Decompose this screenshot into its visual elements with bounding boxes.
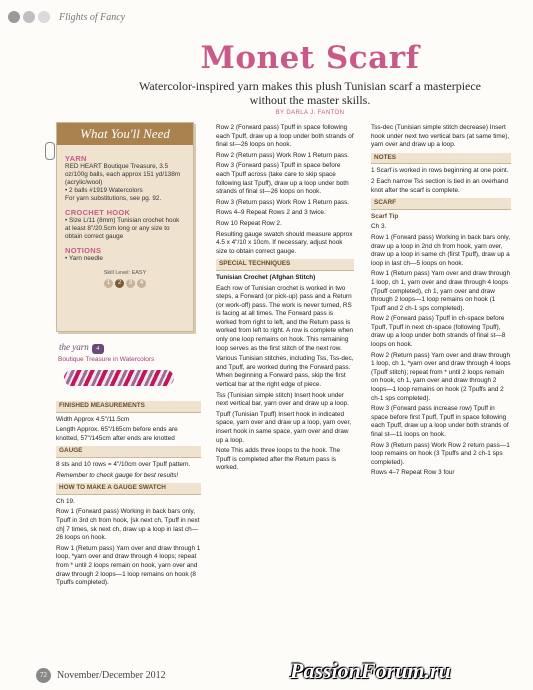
gauge-text: 8 sts and 10 rows = 4"/10cm over Tpuff pattern. [56,460,191,468]
yarn-weight-badge: 4 [92,344,104,354]
c2-p10: Tss (Tunisian simple stitch) Insert hook under next vertical bar, yarn over and draw up a loop. [216,391,349,408]
yarn-text: RED HEART Boutique Treasure, 3.5 oz/100g balls, each approx 151 yd/138m (acrylic/wool) [65,163,181,186]
page-number: 72 [36,668,51,683]
notions-heading: NOTIONS [65,246,102,255]
yarn-sub: For yarn substitutions, see pg. 92. [65,195,162,202]
yarn-name: Boutique Treasure in Watercolors [58,356,155,363]
header-dot-3 [38,11,50,23]
c2-p4: Row 3 (Return pass) Work Row 1 Return pass. [216,198,350,206]
column-3 [371,124,511,480]
swatch-row1: Row 1 (Forward pass) Working in back bars only, Tpuff in 3rd ch from hook, [sk next ch, Tpuff in next ch] 7 times, sk next ch, draw up a loop in last ch—26 loops on hook. [56,508,200,542]
swatch-heading: HOW TO MAKE A GAUGE SWATCH [56,483,201,495]
note-1: 1 Scarf is worked in rows beginning at one point. [371,167,509,175]
skill-dot-1: 1 [104,279,113,288]
c2-p7: Resulting gauge swatch should measure approx 4.5 x 4"/10 x 10cm. If necessary, adjust hook size to obtain correct gauge. [216,230,353,255]
c2-p6: Row 10 Repeat Row 2. [216,219,282,227]
c2-p9: Various Tunisian stitches, including Tss, Tss-dec, and Tpuff, are worked during the Forward pass. When beginning a Forward pass, skip the first vertical bar at the right edge of piece. [216,355,354,389]
length-text: Length Approx. 65"/165cm before ends are knotted, 57"/145cm after ends are knotted [56,426,178,442]
c2-p1: Row 2 (Forward pass) Tpuff in space following each Tpuff, draw up a loop under both strands of final st—26 loops on hook. [216,124,354,149]
skill-dot-2: 2 [115,279,124,288]
notes-heading: NOTES [371,153,511,165]
tunisian-title: Tunisian Crochet (Afghan Stitch) [216,273,316,281]
scarf-heading: SCARF [371,198,511,210]
hook-text: • Size L/11 (8mm) Tunisian crochet hook at least 8"/20.5cm long or any size to obtain correct gauge [65,217,180,240]
skill-dot-4: 4 [137,279,146,288]
c3-q8: Rows 4–7 Repeat Row 3 four [371,469,455,477]
notions-text: • Yarn needle [65,255,103,262]
c2-p11: Tpuff (Tunisian Tpuff) Insert hook in indicated space, yarn over and draw up a loop, yarn over, insert hook in same space, yarn over and draw up a loop. [216,410,351,444]
yarn-heading: YARN [65,154,87,163]
issue-date: November/December 2012 [57,670,166,681]
gauge-note: Remember to check gauge for best results! [56,471,179,479]
skill-label: Skill Level: EASY [103,270,147,276]
page-title: Monet Scarf [200,40,420,76]
c3-q2: Row 1 (Forward pass) Working in back bars only, draw up a loop in 2nd ch from hook, yarn over, draw up a loop in same ch (first Tpuff), draw up a loop in last ch—5 loops on hook. [371,233,510,267]
width-text: Width Approx 4.5"/11.5cm [56,415,130,423]
header-dot-2 [23,11,35,23]
c2-p5: Rows 4–9 Repeat Rows 2 and 3 twice. [216,209,326,217]
the-yarn-label [59,342,104,354]
skill-dot-3: 3 [126,279,135,288]
note-2: 2 Each narrow Tss section is tied in an overhand knot after the scarf is complete. [371,177,509,194]
c2-p8: Each row of Tunisian crochet is worked in two steps, a Forward (or pick-up) pass and a Return (or work-off) pass. The work is never turned, RS is facing at all times. The Forward pass is worked from right to left, and the Return pass is worked from left to right. A row is complete when only one loop remains on hook. This remaining loop serves as the first stitch of the next row. [216,284,354,352]
c2-p2: Row 2 (Return pass) Work Row 1 Return pass. [216,151,350,159]
yarn-swatch-image [64,370,174,386]
paperclip-icon [45,142,55,160]
byline: BY DARLA J. FANTON [275,110,345,116]
c3-q7: Row 3 (Return pass) Work Row 2 return pass—1 loop remains on hook (3 Tpuffs and 2 ch-1 sps completed). [371,441,510,466]
special-techniques-heading: SPECIAL TECHNIQUES [216,259,354,271]
subtitle: Watercolor-inspired yarn makes this plush Tunisian scarf a masterpiece without the master skills. [138,79,482,107]
section-label: Flights of Fancy [59,11,126,23]
finished-heading: FINISHED MEASUREMENTS [56,401,201,413]
footer [36,668,166,683]
what-youll-need-box [56,122,194,332]
header-dot-1 [8,11,20,23]
section-header [8,8,125,26]
c3-q1: Ch 3. [371,223,387,231]
c3-q5: Row 2 (Return pass) Yarn over and draw through 1 loop, ch 1, *yarn over and draw through 4 loops (Tpuff stitch); repeat from * until 2 loops remain on hook, ch 1, yarn over and draw through 2 loops—1 loop remains on hook (2 Tpuffs and 2 ch-1 sps completed). [371,351,511,402]
c3-q6: Row 3 (Forward pass increase row) Tpuff in space before first Tpuff, Tpuff in space following each Tpuff, draw up a loop under both strands of final st—11 loops on hook. [371,405,509,438]
skill-level [70,269,180,288]
c2-p3: Row 3 (Forward pass) Tpuff in space before each Tpuff across (take care to skip space following last Tpuff), draw up a loop under both strands of final st—26 loops on hook. [216,162,349,196]
c3-q3: Row 1 (Return pass) Yarn over and draw through 1 loop, ch 1, yarn over and draw through 4 loops (Tpuff completed), ch 1, yarn over and draw through 2 loops—1 loop remains on hook (1 Tpuff and 2 ch-1 sps completed). [371,270,511,312]
swatch-ch: Ch 19. [56,497,75,505]
column-2 [216,124,354,475]
yarn-balls: • 2 balls #1919 Watercolors [65,187,143,194]
scarf-tip-heading: Scarf Tip [371,212,399,220]
hook-heading: CROCHET HOOK [65,208,131,217]
swatch-row1-return: Row 1 (Return pass) Yarn over and draw through 1 loop, *yarn over and draw through 4 loops; repeat from * until 2 loops remain on hook, yarn over and draw through 2 loops—1 loop remains on hook (8 Tpuffs completed). [56,544,201,587]
the-yarn-text: the yarn [59,342,89,352]
column-1 [56,398,201,590]
c2-p12: Note This adds three loops to the hook. The Tpuff is completed after the Return pass is worked. [216,447,341,472]
watermark: PassionForum.ru [290,658,451,683]
c3-q4: Row 2 (Forward pass) Tpuff in ch-space before Tpuff, Tpuff in next ch-space (following Tpuff), draw up a loop under both strands of final st—8 loops on hook. [371,315,506,349]
tss-dec: Tss-dec (Tunisian simple stitch decrease) Insert hook under next two vertical bars (at same time), yarn over and draw up a loop. [371,124,510,149]
gauge-heading: GAUGE [56,446,201,458]
what-youll-need-heading: What You'll Need [57,123,193,145]
